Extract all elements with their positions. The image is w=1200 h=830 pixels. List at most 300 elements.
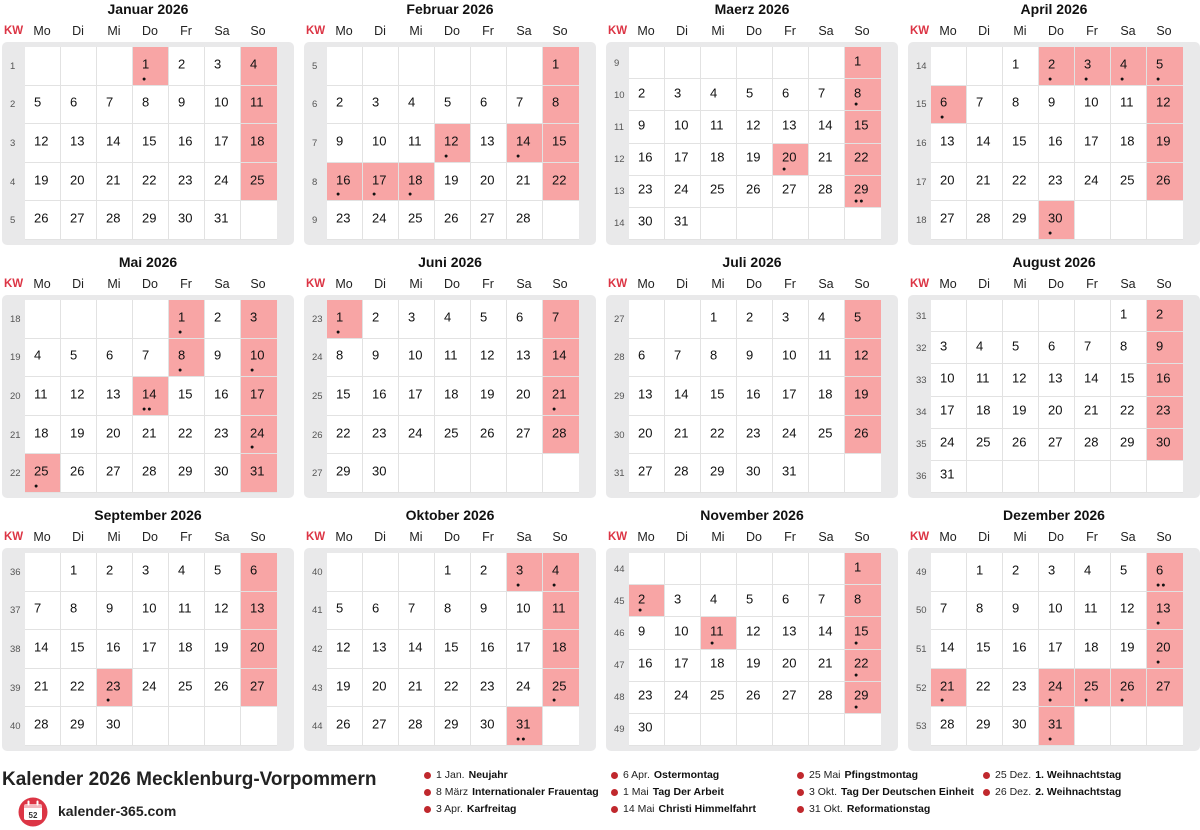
day-cell[interactable] [205,339,241,378]
day-cell[interactable] [1111,47,1147,86]
day-cell[interactable] [701,339,737,378]
day-cell[interactable] [97,201,133,240]
day-cell[interactable] [1039,630,1075,669]
day-cell[interactable] [169,47,205,86]
day-cell[interactable] [471,201,507,240]
day-cell[interactable] [845,47,881,79]
day-cell[interactable] [435,592,471,631]
day-cell[interactable] [133,454,169,493]
day-cell[interactable] [773,111,809,143]
day-cell[interactable] [471,300,507,339]
day-cell[interactable] [399,86,435,125]
day-cell[interactable] [701,144,737,176]
day-cell[interactable] [543,124,579,163]
day-cell[interactable] [1111,669,1147,708]
day-cell[interactable] [169,339,205,378]
day-cell[interactable] [665,454,701,493]
day-cell[interactable] [931,86,967,125]
day-cell[interactable] [1075,429,1111,461]
day-cell[interactable] [931,332,967,364]
day-cell[interactable] [845,176,881,208]
day-cell[interactable] [967,397,1003,429]
day-cell[interactable] [1003,669,1039,708]
day-cell[interactable] [61,416,97,455]
day-cell[interactable] [25,163,61,202]
day-cell[interactable] [1147,429,1183,461]
day-cell[interactable] [1111,86,1147,125]
day-cell[interactable] [845,339,881,378]
day-cell[interactable] [25,454,61,493]
day-cell[interactable] [363,201,399,240]
day-cell[interactable] [435,553,471,592]
day-cell[interactable] [471,553,507,592]
day-cell[interactable] [773,144,809,176]
day-cell[interactable] [665,208,701,240]
day-cell[interactable] [737,650,773,682]
day-cell[interactable] [205,47,241,86]
day-cell[interactable] [809,682,845,714]
day-cell[interactable] [845,650,881,682]
day-cell[interactable] [809,650,845,682]
day-cell[interactable] [1147,630,1183,669]
day-cell[interactable] [241,553,277,592]
day-cell[interactable] [205,553,241,592]
day-cell[interactable] [1039,669,1075,708]
day-cell[interactable] [1003,201,1039,240]
day-cell[interactable] [809,617,845,649]
day-cell[interactable] [931,364,967,396]
day-cell[interactable] [931,592,967,631]
day-cell[interactable] [1147,124,1183,163]
day-cell[interactable] [543,416,579,455]
day-cell[interactable] [205,592,241,631]
day-cell[interactable] [701,111,737,143]
day-cell[interactable] [701,377,737,416]
day-cell[interactable] [701,79,737,111]
day-cell[interactable] [61,553,97,592]
day-cell[interactable] [1111,332,1147,364]
day-cell[interactable] [931,201,967,240]
day-cell[interactable] [1039,201,1075,240]
day-cell[interactable] [169,669,205,708]
day-cell[interactable] [629,176,665,208]
day-cell[interactable] [169,630,205,669]
day-cell[interactable] [399,707,435,746]
day-cell[interactable] [967,630,1003,669]
day-cell[interactable] [1003,592,1039,631]
day-cell[interactable] [169,454,205,493]
day-cell[interactable] [967,553,1003,592]
day-cell[interactable] [435,630,471,669]
day-cell[interactable] [25,416,61,455]
day-cell[interactable] [97,707,133,746]
day-cell[interactable] [1039,707,1075,746]
day-cell[interactable] [931,707,967,746]
day-cell[interactable] [61,377,97,416]
day-cell[interactable] [169,163,205,202]
day-cell[interactable] [773,176,809,208]
day-cell[interactable] [1039,124,1075,163]
day-cell[interactable] [327,377,363,416]
day-cell[interactable] [1075,47,1111,86]
day-cell[interactable] [665,650,701,682]
day-cell[interactable] [967,201,1003,240]
day-cell[interactable] [1147,332,1183,364]
day-cell[interactable] [1039,86,1075,125]
day-cell[interactable] [629,144,665,176]
day-cell[interactable] [967,86,1003,125]
day-cell[interactable] [471,707,507,746]
day-cell[interactable] [435,377,471,416]
day-cell[interactable] [363,339,399,378]
day-cell[interactable] [1075,364,1111,396]
day-cell[interactable] [1003,332,1039,364]
day-cell[interactable] [241,47,277,86]
day-cell[interactable] [97,454,133,493]
day-cell[interactable] [205,201,241,240]
day-cell[interactable] [967,429,1003,461]
day-cell[interactable] [1075,332,1111,364]
day-cell[interactable] [241,454,277,493]
day-cell[interactable] [737,416,773,455]
day-cell[interactable] [1147,163,1183,202]
day-cell[interactable] [435,339,471,378]
day-cell[interactable] [97,630,133,669]
day-cell[interactable] [1039,553,1075,592]
day-cell[interactable] [61,163,97,202]
day-cell[interactable] [363,124,399,163]
day-cell[interactable] [61,124,97,163]
day-cell[interactable] [737,617,773,649]
day-cell[interactable] [665,176,701,208]
day-cell[interactable] [967,707,1003,746]
day-cell[interactable] [61,592,97,631]
day-cell[interactable] [773,682,809,714]
day-cell[interactable] [399,669,435,708]
day-cell[interactable] [629,377,665,416]
day-cell[interactable] [205,300,241,339]
day-cell[interactable] [363,707,399,746]
day-cell[interactable] [967,592,1003,631]
day-cell[interactable] [665,377,701,416]
day-cell[interactable] [399,377,435,416]
day-cell[interactable] [169,416,205,455]
day-cell[interactable] [967,163,1003,202]
day-cell[interactable] [1111,630,1147,669]
day-cell[interactable] [327,707,363,746]
day-cell[interactable] [241,124,277,163]
day-cell[interactable] [205,669,241,708]
day-cell[interactable] [701,416,737,455]
day-cell[interactable] [399,416,435,455]
day-cell[interactable] [543,47,579,86]
day-cell[interactable] [97,124,133,163]
day-cell[interactable] [363,669,399,708]
site-link[interactable]: kalender-365.com [58,803,177,819]
day-cell[interactable] [737,79,773,111]
day-cell[interactable] [1147,553,1183,592]
day-cell[interactable] [435,201,471,240]
day-cell[interactable] [845,617,881,649]
day-cell[interactable] [809,144,845,176]
day-cell[interactable] [133,124,169,163]
day-cell[interactable] [435,163,471,202]
day-cell[interactable] [629,617,665,649]
day-cell[interactable] [61,630,97,669]
day-cell[interactable] [701,585,737,617]
day-cell[interactable] [737,144,773,176]
day-cell[interactable] [25,201,61,240]
day-cell[interactable] [399,300,435,339]
day-cell[interactable] [169,86,205,125]
day-cell[interactable] [133,377,169,416]
day-cell[interactable] [241,163,277,202]
day-cell[interactable] [363,454,399,493]
day-cell[interactable] [507,416,543,455]
day-cell[interactable] [967,332,1003,364]
day-cell[interactable] [241,377,277,416]
day-cell[interactable] [845,300,881,339]
day-cell[interactable] [1147,364,1183,396]
day-cell[interactable] [507,86,543,125]
day-cell[interactable] [1111,300,1147,332]
day-cell[interactable] [845,377,881,416]
day-cell[interactable] [507,592,543,631]
day-cell[interactable] [471,124,507,163]
day-cell[interactable] [133,592,169,631]
day-cell[interactable] [773,300,809,339]
day-cell[interactable] [25,592,61,631]
day-cell[interactable] [327,454,363,493]
day-cell[interactable] [1003,630,1039,669]
day-cell[interactable] [205,630,241,669]
day-cell[interactable] [1075,592,1111,631]
day-cell[interactable] [1147,592,1183,631]
day-cell[interactable] [61,669,97,708]
day-cell[interactable] [543,592,579,631]
day-cell[interactable] [363,377,399,416]
day-cell[interactable] [809,339,845,378]
day-cell[interactable] [737,176,773,208]
day-cell[interactable] [809,176,845,208]
day-cell[interactable] [931,429,967,461]
day-cell[interactable] [363,416,399,455]
day-cell[interactable] [629,416,665,455]
day-cell[interactable] [701,454,737,493]
day-cell[interactable] [169,201,205,240]
day-cell[interactable] [97,163,133,202]
day-cell[interactable] [1147,669,1183,708]
day-cell[interactable] [25,630,61,669]
day-cell[interactable] [845,144,881,176]
day-cell[interactable] [845,682,881,714]
day-cell[interactable] [61,454,97,493]
day-cell[interactable] [701,682,737,714]
day-cell[interactable] [471,630,507,669]
day-cell[interactable] [665,111,701,143]
day-cell[interactable] [809,79,845,111]
day-cell[interactable] [327,416,363,455]
day-cell[interactable] [61,339,97,378]
day-cell[interactable] [1075,124,1111,163]
day-cell[interactable] [169,377,205,416]
day-cell[interactable] [241,339,277,378]
day-cell[interactable] [773,79,809,111]
day-cell[interactable] [1003,397,1039,429]
day-cell[interactable] [773,454,809,493]
day-cell[interactable] [737,585,773,617]
day-cell[interactable] [363,630,399,669]
day-cell[interactable] [543,86,579,125]
day-cell[interactable] [931,461,967,493]
day-cell[interactable] [1147,86,1183,125]
day-cell[interactable] [169,300,205,339]
day-cell[interactable] [133,553,169,592]
day-cell[interactable] [97,669,133,708]
day-cell[interactable] [327,592,363,631]
day-cell[interactable] [399,163,435,202]
day-cell[interactable] [507,163,543,202]
day-cell[interactable] [1003,47,1039,86]
day-cell[interactable] [133,339,169,378]
day-cell[interactable] [399,339,435,378]
day-cell[interactable] [1075,553,1111,592]
day-cell[interactable] [701,300,737,339]
day-cell[interactable] [737,682,773,714]
day-cell[interactable] [629,714,665,746]
day-cell[interactable] [327,300,363,339]
day-cell[interactable] [773,377,809,416]
day-cell[interactable] [97,553,133,592]
day-cell[interactable] [241,416,277,455]
day-cell[interactable] [629,111,665,143]
day-cell[interactable] [701,176,737,208]
day-cell[interactable] [327,669,363,708]
day-cell[interactable] [205,86,241,125]
day-cell[interactable] [435,86,471,125]
day-cell[interactable] [629,585,665,617]
day-cell[interactable] [507,339,543,378]
day-cell[interactable] [845,79,881,111]
day-cell[interactable] [737,339,773,378]
day-cell[interactable] [61,707,97,746]
day-cell[interactable] [665,617,701,649]
day-cell[interactable] [773,416,809,455]
day-cell[interactable] [665,79,701,111]
day-cell[interactable] [1039,47,1075,86]
day-cell[interactable] [97,592,133,631]
day-cell[interactable] [543,553,579,592]
day-cell[interactable] [773,650,809,682]
day-cell[interactable] [25,669,61,708]
day-cell[interactable] [737,300,773,339]
day-cell[interactable] [241,300,277,339]
day-cell[interactable] [1147,47,1183,86]
day-cell[interactable] [363,592,399,631]
day-cell[interactable] [133,47,169,86]
day-cell[interactable] [363,86,399,125]
day-cell[interactable] [543,377,579,416]
day-cell[interactable] [1039,592,1075,631]
day-cell[interactable] [967,124,1003,163]
day-cell[interactable] [931,163,967,202]
day-cell[interactable] [629,650,665,682]
day-cell[interactable] [169,592,205,631]
day-cell[interactable] [399,124,435,163]
day-cell[interactable] [1003,163,1039,202]
day-cell[interactable] [25,377,61,416]
day-cell[interactable] [133,201,169,240]
day-cell[interactable] [1111,592,1147,631]
day-cell[interactable] [1075,630,1111,669]
day-cell[interactable] [61,86,97,125]
day-cell[interactable] [665,585,701,617]
day-cell[interactable] [967,364,1003,396]
day-cell[interactable] [773,585,809,617]
day-cell[interactable] [931,669,967,708]
day-cell[interactable] [1075,397,1111,429]
day-cell[interactable] [97,377,133,416]
day-cell[interactable] [1003,86,1039,125]
day-cell[interactable] [665,682,701,714]
day-cell[interactable] [25,339,61,378]
day-cell[interactable] [327,86,363,125]
day-cell[interactable] [507,553,543,592]
day-cell[interactable] [1003,707,1039,746]
day-cell[interactable] [435,124,471,163]
day-cell[interactable] [1039,332,1075,364]
day-cell[interactable] [205,377,241,416]
day-cell[interactable] [507,630,543,669]
day-cell[interactable] [543,630,579,669]
day-cell[interactable] [1111,364,1147,396]
day-cell[interactable] [25,707,61,746]
day-cell[interactable] [399,630,435,669]
day-cell[interactable] [543,163,579,202]
day-cell[interactable] [133,163,169,202]
day-cell[interactable] [931,124,967,163]
day-cell[interactable] [629,208,665,240]
day-cell[interactable] [241,592,277,631]
day-cell[interactable] [665,339,701,378]
day-cell[interactable] [773,617,809,649]
day-cell[interactable] [61,201,97,240]
day-cell[interactable] [809,416,845,455]
day-cell[interactable] [1075,669,1111,708]
day-cell[interactable] [1003,429,1039,461]
day-cell[interactable] [507,124,543,163]
day-cell[interactable] [435,669,471,708]
day-cell[interactable] [399,592,435,631]
day-cell[interactable] [1003,124,1039,163]
day-cell[interactable] [241,669,277,708]
day-cell[interactable] [169,553,205,592]
day-cell[interactable] [1111,397,1147,429]
day-cell[interactable] [363,300,399,339]
day-cell[interactable] [97,416,133,455]
day-cell[interactable] [931,397,967,429]
day-cell[interactable] [471,416,507,455]
day-cell[interactable] [701,617,737,649]
day-cell[interactable] [435,416,471,455]
day-cell[interactable] [737,111,773,143]
day-cell[interactable] [241,630,277,669]
day-cell[interactable] [737,377,773,416]
day-cell[interactable] [1003,553,1039,592]
day-cell[interactable] [327,201,363,240]
day-cell[interactable] [399,201,435,240]
day-cell[interactable] [809,111,845,143]
